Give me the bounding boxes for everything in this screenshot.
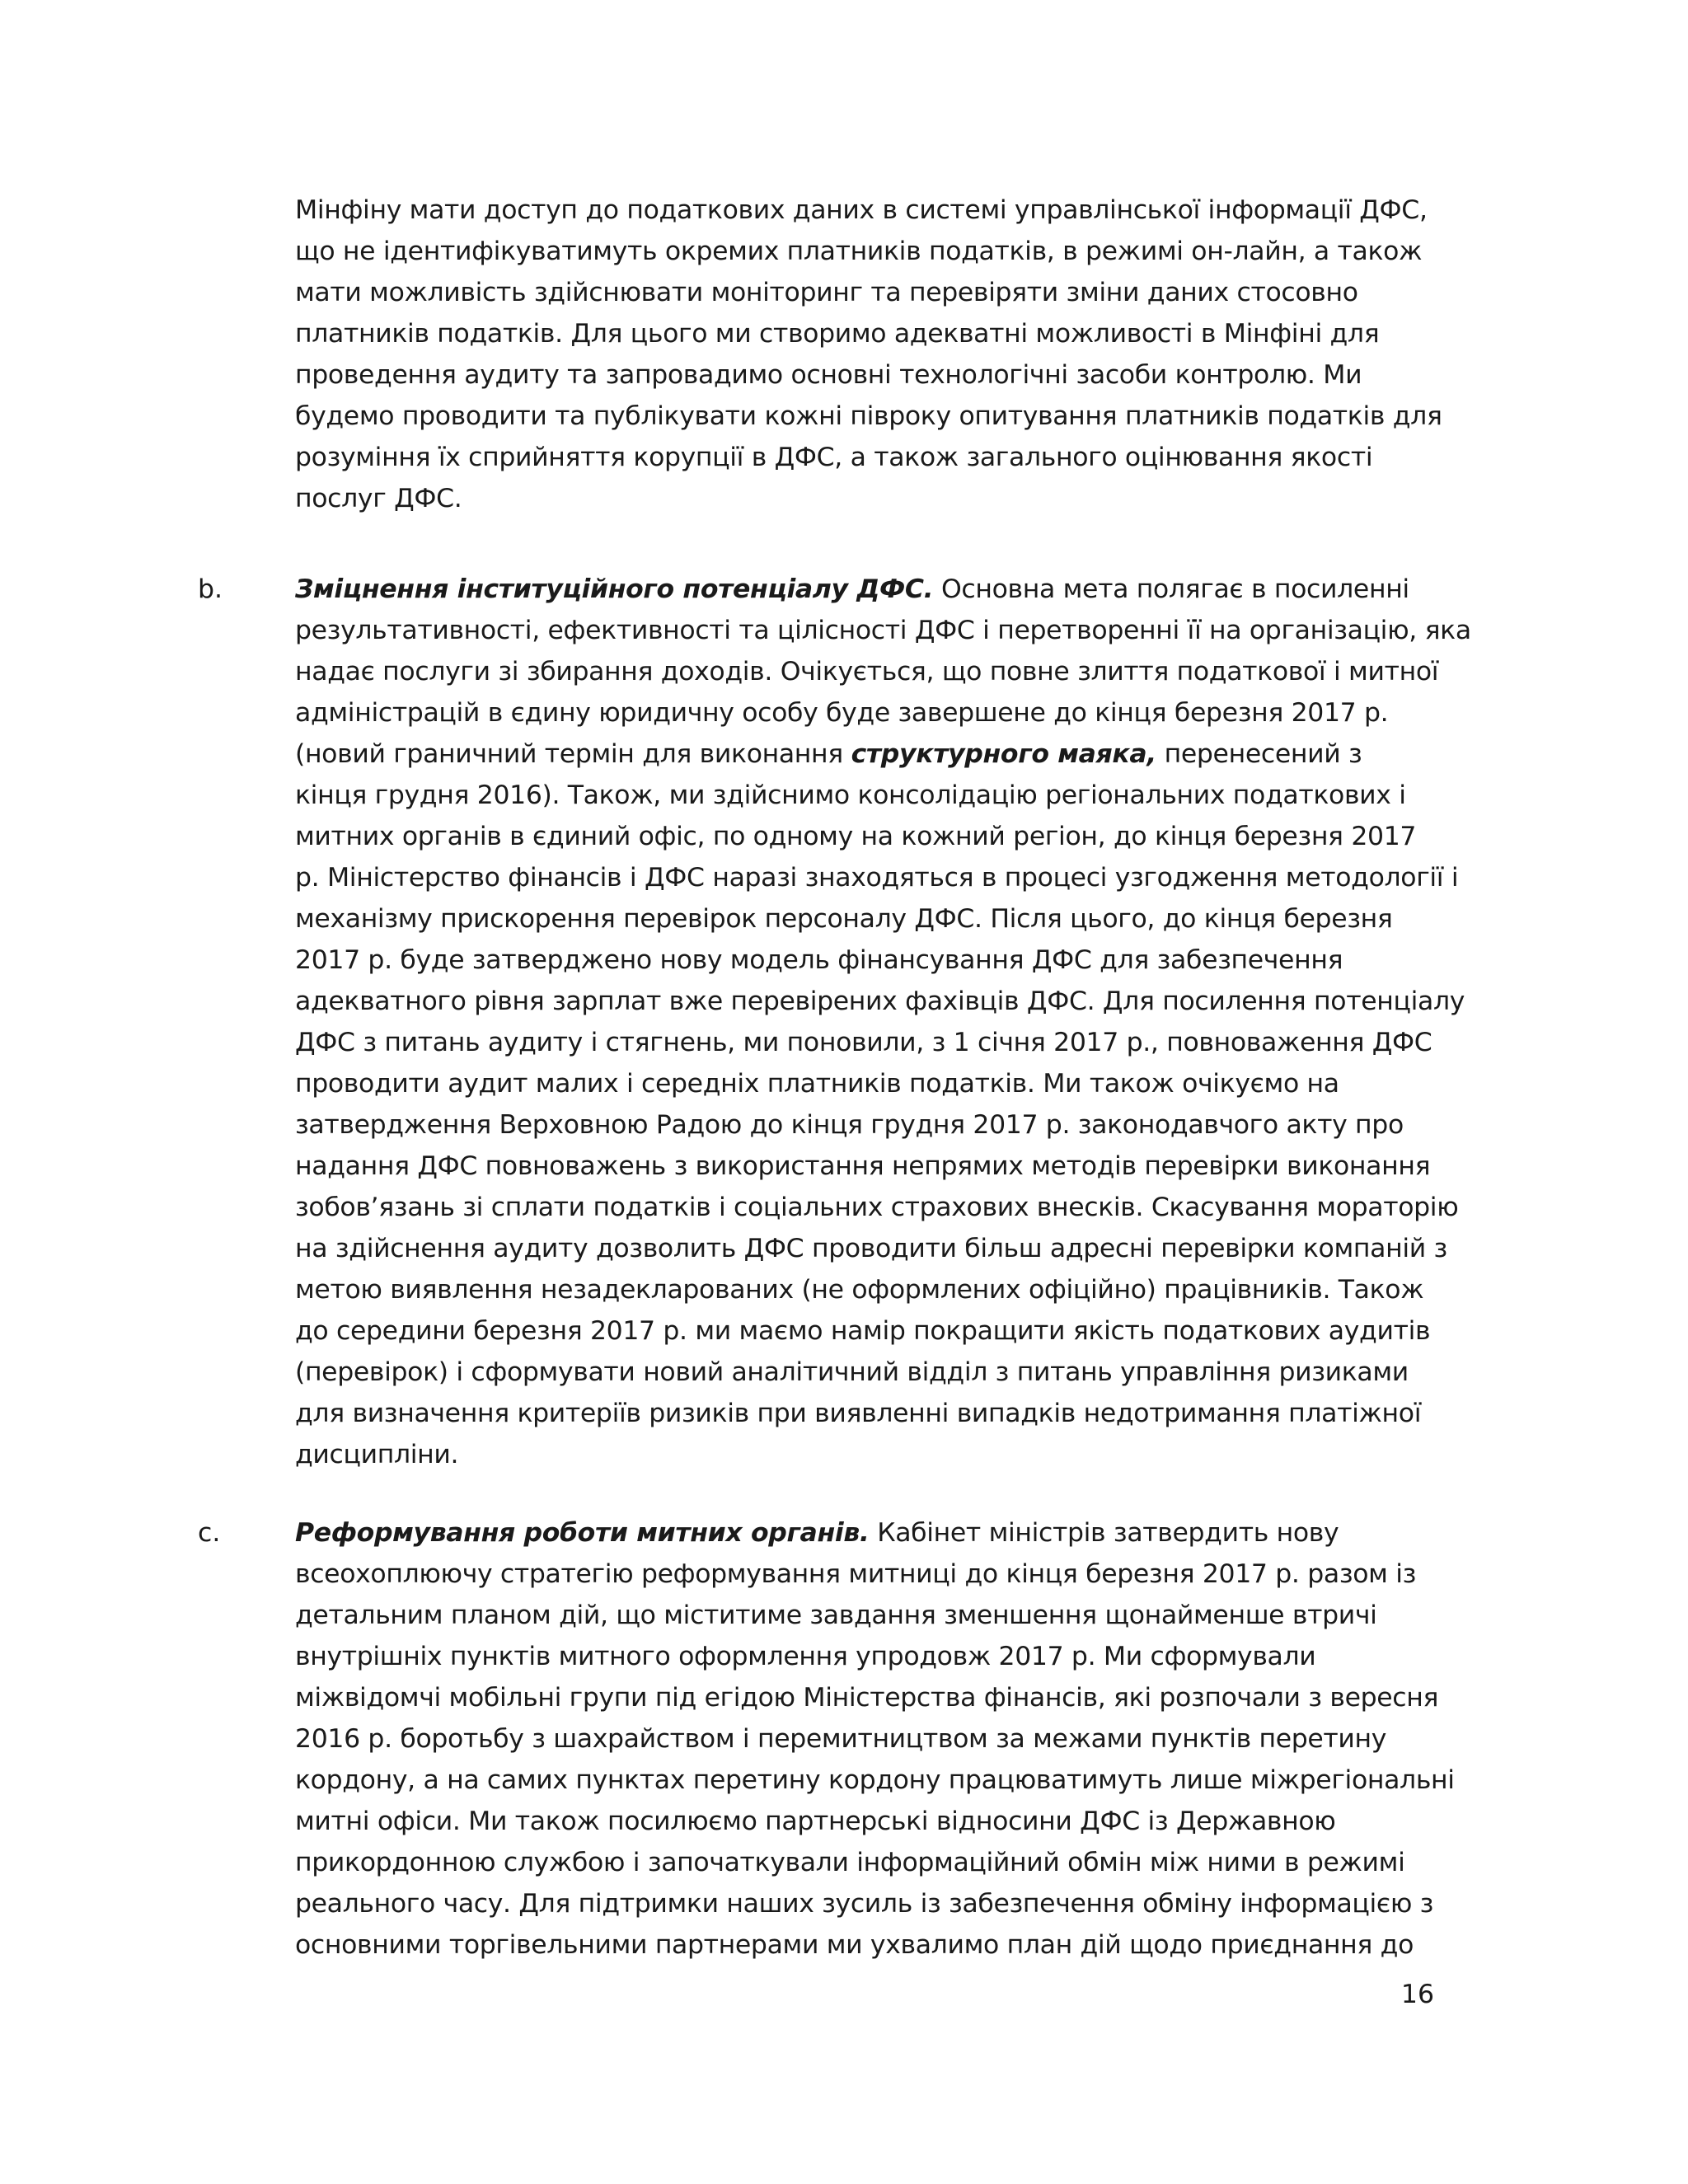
text-run: 2016 р. боротьбу з шахрайством і перемитництвом за межами пунктів перетину [295, 1724, 1387, 1754]
text-line [295, 1595, 1432, 1636]
text-line [295, 775, 1432, 816]
text-line [295, 610, 1471, 651]
text-line [295, 437, 1432, 478]
text-line [295, 231, 1432, 272]
text-line [295, 940, 1432, 981]
text-line [295, 1022, 1432, 1063]
text-run: платників податків. Для цього ми створимо адекватні можливості в Мінфіні для [295, 319, 1380, 349]
text-line [295, 898, 1432, 940]
text-run: реального часу. Для підтримки наших зусиль із забезпечення обміну інформацією з [295, 1889, 1434, 1919]
text-line [295, 1269, 1432, 1310]
text-line [295, 1760, 1455, 1801]
text-run: надання ДФС повноважень з використання непрямих методів перевірки виконання [295, 1151, 1431, 1181]
text-line [295, 1801, 1432, 1842]
text-line [295, 1352, 1432, 1393]
text-run: що не ідентифікуватимуть окремих платників податків, в режимі он-лайн, а також [295, 237, 1423, 266]
text-run: митні офіси. Ми також посилюємо партнерські відносини ДФС із Державною [295, 1807, 1336, 1836]
text-line [295, 857, 1459, 898]
text-line [295, 1842, 1432, 1883]
text-run: Мінфіну мати доступ до податкових даних в системі управлінської інформації ДФС, [295, 195, 1428, 225]
page-number: 16 [1400, 1980, 1434, 2009]
text-line [295, 313, 1432, 354]
text-run: всеохоплюючу стратегію реформування митниці до кінця березня 2017 р. разом із [295, 1559, 1417, 1589]
text-line [295, 1146, 1432, 1187]
text-line [295, 1924, 1432, 1966]
text-run: кінця грудня 2016). Також, ми здійснимо консолідацію регіональних податкових і [295, 780, 1406, 810]
text-run: результативності, ефективності та цілісності ДФС і перетворенні її на організацію, яка [295, 616, 1471, 645]
text-run: дисципліни. [295, 1440, 459, 1469]
text-line [295, 1883, 1432, 1924]
text-run: перенесений з [1156, 739, 1362, 769]
text-run: проводити аудит малих і середніх платників податків. Ми також очікуємо на [295, 1069, 1339, 1099]
text-run: прикордонною службою і започаткували інформаційний обмін між ними в режимі [295, 1848, 1405, 1877]
text-run: міжвідомчі мобільні групи під егідою Міністерства фінансів, які розпочали з вересня [295, 1683, 1439, 1713]
text-line [295, 1310, 1432, 1352]
text-run: будемо проводити та публікувати кожні півроку опитування платників податків для [295, 401, 1442, 431]
text-run: детальним планом дій, що міститиме завдання зменшення щонайменше втричі [295, 1601, 1377, 1630]
text-run: Кабінет міністрів затвердить нову [869, 1518, 1339, 1548]
text-run: (перевірок) і сформувати новий аналітичний відділ з питань управління ризиками [295, 1357, 1409, 1387]
text-line [295, 1228, 1447, 1269]
section-c-paragraph [295, 1512, 1455, 1966]
section-c-marker: c. [198, 1518, 221, 1548]
text-run: надає послуги зі збирання доходів. Очікується, що повне злиття податкової і митної [295, 657, 1439, 687]
text-line [295, 1636, 1432, 1677]
emphasized-term: Реформування роботи митних органів. [295, 1518, 870, 1548]
text-line [295, 354, 1432, 396]
text-run: р. Міністерство фінансів і ДФС наразі знаходяться в процесі узгодження методології і [295, 863, 1459, 893]
text-line [295, 1677, 1439, 1718]
text-run: ДФС з питань аудиту і стягнень, ми поновили, з 1 січня 2017 р., повноваження ДФС [295, 1028, 1432, 1057]
text-run: проведення аудиту та запровадимо основні технологічні засоби контролю. Ми [295, 360, 1362, 390]
text-run: розуміння їх сприйняття корупції в ДФС, а також загального оцінювання якості [295, 443, 1373, 472]
text-run: кордону, а на самих пунктах перетину кордону працюватимуть лише міжрегіональні [295, 1765, 1455, 1795]
text-run: до середини березня 2017 р. ми маємо намір покращити якість податкових аудитів [295, 1316, 1431, 1346]
text-run: затвердження Верховною Радою до кінця грудня 2017 р. законодавчого акту про [295, 1110, 1404, 1140]
text-line [295, 1063, 1432, 1104]
intro-paragraph [295, 190, 1442, 519]
text-line [295, 569, 1432, 610]
emphasized-term: Зміцнення інституційного потенціалу ДФС. [295, 574, 934, 604]
text-run: послуг ДФС. [295, 484, 462, 513]
text-line [295, 1187, 1459, 1228]
text-line [295, 478, 1432, 519]
text-line [295, 692, 1432, 733]
text-run: адекватного рівня зарплат вже перевірених фахівців ДФС. Для посилення потенціалу [295, 987, 1465, 1016]
text-run: для визначення критеріїв ризиків при виявленні випадків недотримання платіжної [295, 1399, 1422, 1428]
text-line [295, 190, 1432, 231]
text-run: зобов’язань зі сплати податків і соціальних страхових внесків. Скасування мораторію [295, 1193, 1459, 1222]
text-line [295, 1718, 1432, 1760]
text-line [295, 1512, 1432, 1554]
text-run: метою виявлення незадекларованих (не оформлених офіційно) працівників. Також [295, 1275, 1424, 1305]
text-run: основними торгівельними партнерами ми ухвалимо план дій щодо приєднання до [295, 1930, 1414, 1960]
text-line [295, 981, 1465, 1022]
text-line [295, 651, 1439, 692]
text-run: внутрішніх пунктів митного оформлення упродовж 2017 р. Ми сформували [295, 1642, 1316, 1671]
text-run: мати можливість здійснювати моніторинг та перевіряти зміни даних стосовно [295, 278, 1358, 307]
text-run: на здійснення аудиту дозволить ДФС проводити більш адресні перевірки компаній з [295, 1234, 1447, 1263]
text-run: митних органів в єдиний офіс, по одному на кожний регіон, до кінця березня 2017 [295, 822, 1417, 851]
text-run: адміністрацій в єдину юридичну особу буде завершене до кінця березня 2017 р. [295, 698, 1389, 728]
text-line [295, 733, 1432, 775]
text-line [295, 396, 1442, 437]
text-line [295, 1554, 1432, 1595]
text-line [295, 1104, 1432, 1146]
text-line [295, 816, 1432, 857]
text-line [295, 1434, 1432, 1475]
emphasized-term: структурного маяка, [851, 739, 1156, 769]
text-run: 2017 р. буде затверджено нову модель фінансування ДФС для забезпечення [295, 945, 1343, 975]
text-line [295, 1393, 1432, 1434]
section-b-paragraph [295, 569, 1471, 1475]
text-line [295, 272, 1432, 313]
text-run: (новий граничний термін для виконання [295, 739, 851, 769]
text-run: механізму прискорення перевірок персоналу ДФС. Після цього, до кінця березня [295, 904, 1393, 934]
section-b-marker: b. [198, 574, 223, 604]
text-run: Основна мета полягає в посиленні [933, 574, 1409, 604]
